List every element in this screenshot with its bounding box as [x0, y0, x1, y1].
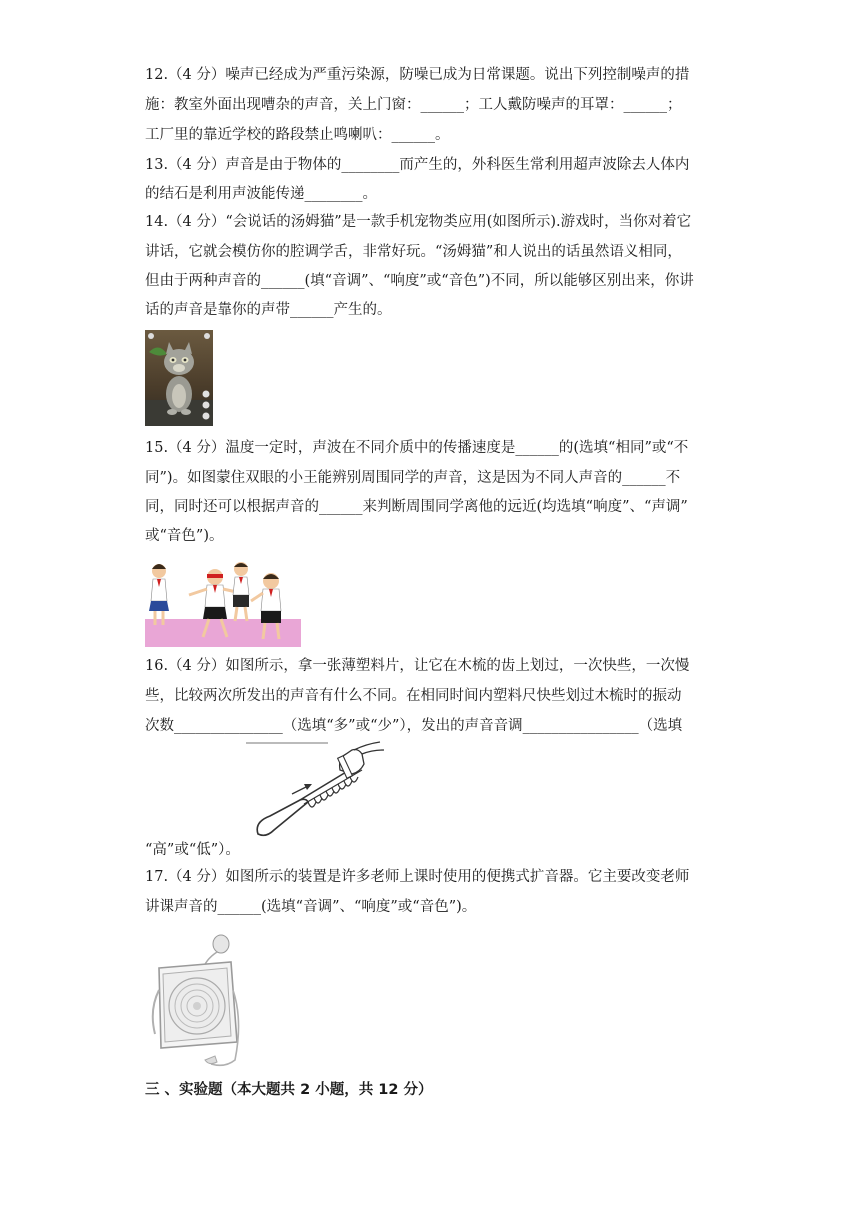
q16-line-1: 16.（4 分）如图所示，拿一张薄塑料片，让它在木梳的齿上划过，一次快些，一次慢	[145, 658, 690, 674]
q17-line-2: 讲课声音的______(选填“音调”、“响度”或“音色”)。	[145, 899, 477, 915]
q13-line-2: 的结石是利用声波能传递________。	[145, 186, 377, 202]
q12-line-1: 12.（4 分）噪声已经成为严重污染源，防噪已成为日常课题。说出下列控制噪声的措	[145, 67, 690, 83]
q17-line-1: 17.（4 分）如图所示的装置是许多老师上课时使用的便携式扩音器。它主要改变老师	[145, 869, 690, 885]
section-3-heading: 三 、实验题（本大题共 2 小题，共 12 分）	[145, 1082, 433, 1098]
q15-line-2: 同”)。如图蒙住双眼的小王能辨别周围同学的声音，这是因为不同人声音的______不	[145, 470, 681, 486]
portable-amplifier-figure	[145, 930, 245, 1070]
q12-line-3: 工厂里的靠近学校的路段禁止鸣喇叭：______。	[145, 127, 450, 143]
q16-line-4: “高”或“低”）。	[145, 842, 240, 858]
q16-line-3: 次数_______________（选填“多”或“少”），发出的声音音调________________（选填	[145, 718, 683, 734]
blindfold-children-figure	[145, 555, 301, 647]
q15-line-1: 15.（4 分）温度一定时，声波在不同介质中的传播速度是______的(选填“相同”或“不	[145, 440, 689, 456]
q13-line-1: 13.（4 分）声音是由于物体的________而产生的，外科医生常利用超声波除去人体内	[145, 157, 690, 173]
q15-line-3: 同，同时还可以根据声音的______来判断周围同学离他的远近(均选填“响度”、“声调”	[145, 499, 688, 515]
q16-line-2: 些，比较两次所发出的声音有什么不同。在相同时间内塑料尺快些划过木梳时的振动	[145, 688, 682, 704]
q15-line-4: 或“音色”)。	[145, 528, 224, 544]
q14-line-3: 但由于两种声音的______(填“音调”、“响度”或“音色”)不同，所以能够区别出来，你讲	[145, 273, 694, 289]
talking-tom-figure	[145, 330, 213, 426]
q14-line-4: 话的声音是靠你的声带______产生的。	[145, 302, 392, 318]
q12-line-2: 施：教室外面出现嘈杂的声音，关上门窗：______；工人戴防噪声的耳罩：______；	[145, 97, 682, 113]
q14-line-1: 14.（4 分）“会说话的汤姆猫”是一款手机宠物类应用(如图所示).游戏时，当你对着它	[145, 214, 692, 230]
q14-line-2: 讲话，它就会模仿你的腔调学舌，非常好玩。“汤姆猫”和人说出的话虽然语义相同，	[145, 244, 682, 260]
comb-plastic-strip-figure	[244, 740, 394, 845]
